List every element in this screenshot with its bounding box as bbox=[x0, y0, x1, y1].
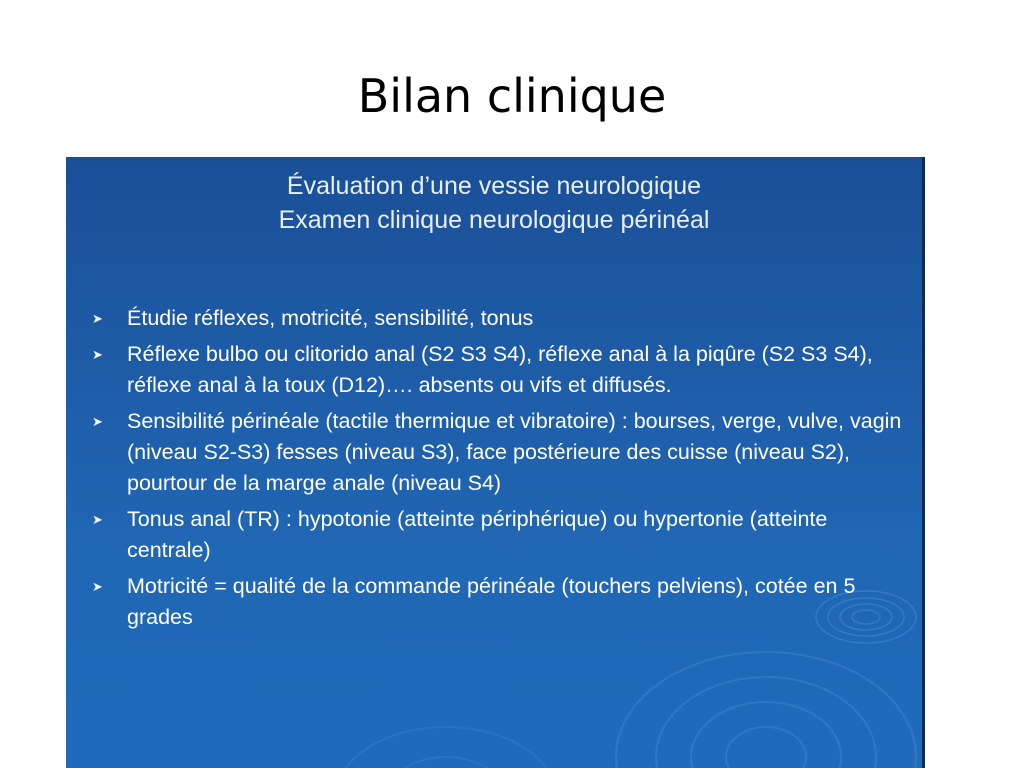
slide-image bbox=[66, 157, 925, 768]
slide-header bbox=[66, 169, 922, 237]
slide-header-line-2: Examen clinique neurologique périnéal bbox=[278, 206, 710, 234]
bullet-text: Réflexe bulbo ou clitorido anal (S2 S3 S4), réflexe anal à la piqûre (S2 S3 S4), réflexe anal à la toux (D12)…. absents ou vifs et diffusés. bbox=[127, 342, 873, 397]
page-title: Bilan clinique bbox=[357, 69, 667, 123]
arrow-right-icon: ➤ bbox=[92, 311, 103, 326]
arrow-right-icon: ➤ bbox=[92, 579, 103, 594]
arrow-right-icon: ➤ bbox=[92, 414, 103, 429]
list-item bbox=[90, 303, 905, 334]
list-item bbox=[90, 504, 905, 566]
bullet-text: Motricité = qualité de la commande périnéale (touchers pelviens), cotée en 5 grades bbox=[127, 574, 856, 629]
bullet-text: Tonus anal (TR) : hypotonie (atteinte périphérique) ou hypertonie (atteinte centrale) bbox=[127, 507, 828, 562]
bullet-text: Étudie réflexes, motricité, sensibilité, tonus bbox=[127, 306, 534, 330]
bullet-list bbox=[90, 303, 905, 638]
list-item bbox=[90, 339, 905, 401]
arrow-right-icon: ➤ bbox=[92, 347, 103, 362]
slide-header-line-1: Évaluation d’une vessie neurologique bbox=[286, 172, 702, 200]
list-item bbox=[90, 571, 905, 633]
list-item bbox=[90, 406, 905, 499]
bullet-text: Sensibilité périnéale (tactile thermique et vibratoire) : bourses, verge, vulve, vagin (niveau S2-S3) fesses (niveau S3), face postérieure des cuisse (niveau S2), pourtour de la marge anale (niveau S4) bbox=[127, 409, 902, 495]
arrow-right-icon: ➤ bbox=[92, 512, 103, 527]
